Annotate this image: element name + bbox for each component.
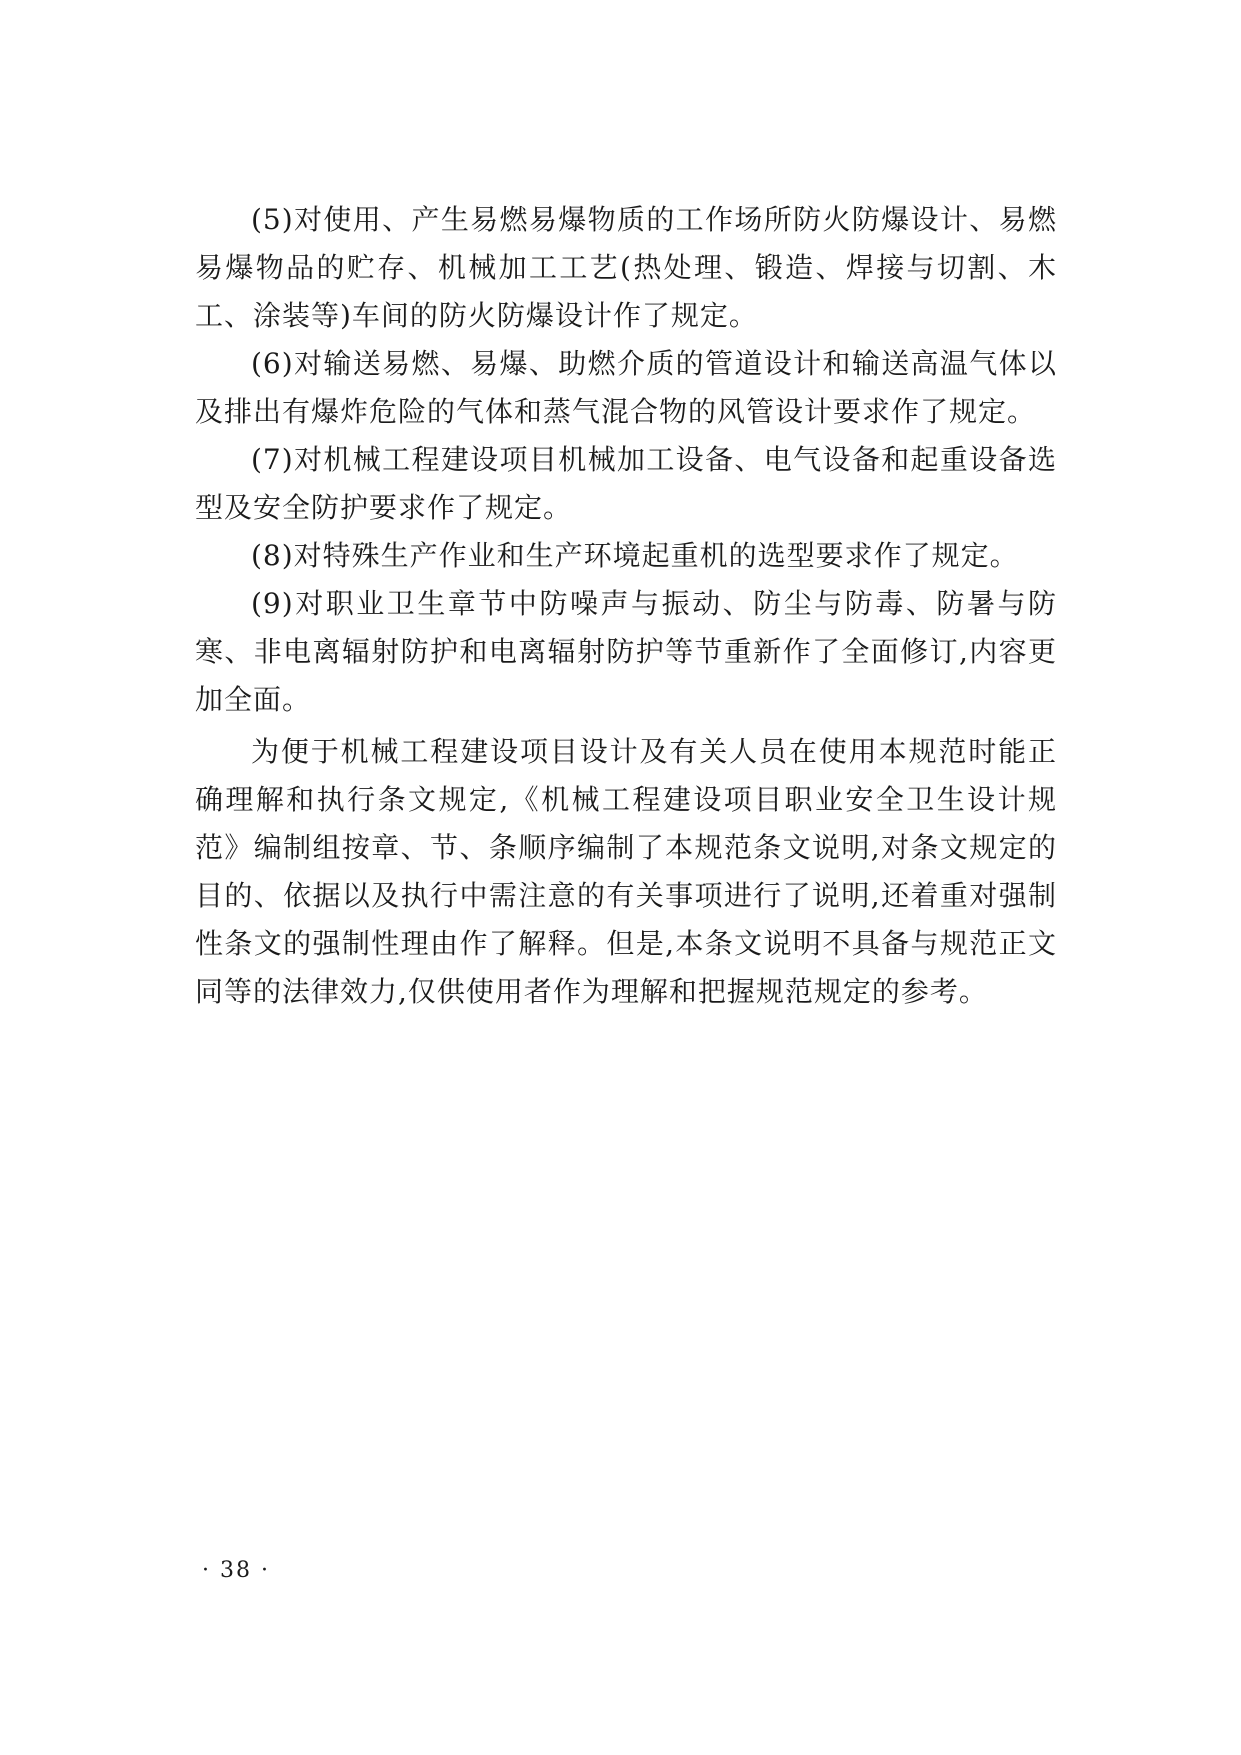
paragraph-item-5: (5)对使用、产生易燃易爆物质的工作场所防火防爆设计、易燃易爆物品的贮存、机械加工工艺(热处理、锻造、焊接与切割、木工、涂装等)车间的防火防爆设计作了规定。 — [195, 203, 1057, 332]
paragraph-item-9: (9)对职业卫生章节中防噪声与振动、防尘与防毒、防暑与防寒、非电离辐射防护和电离辐射防护等节重新作了全面修订,内容更加全面。 — [195, 587, 1057, 716]
paragraph-item-6: (6)对输送易燃、易爆、助燃介质的管道设计和输送高温气体以及排出有爆炸危险的气体和蒸气混合物的风管设计要求作了规定。 — [195, 347, 1057, 428]
paragraph-item-8: (8)对特殊生产作业和生产环境起重机的选型要求作了规定。 — [251, 539, 1019, 572]
paragraph-item-7: (7)对机械工程建设项目机械加工设备、电气设备和起重设备选型及安全防护要求作了规定。 — [195, 443, 1057, 524]
paragraph-summary: 为便于机械工程建设项目设计及有关人员在使用本规范时能正确理解和执行条文规定,《机械工程建设项目职业安全卫生设计规范》编制组按章、节、条顺序编制了本规范条文说明,对条文规定的目的、依据以及执行中需注意的有关事项进行了说明,还着重对强制性条文的强制性理由作了解释。但是,本条文说明不具备与规范正文同等的法律效力,仅供使用者作为理解和把握规范规定的参考。 — [195, 735, 1057, 1008]
body-text — [195, 196, 1057, 1016]
page-number: · 38 · — [202, 1558, 270, 1583]
